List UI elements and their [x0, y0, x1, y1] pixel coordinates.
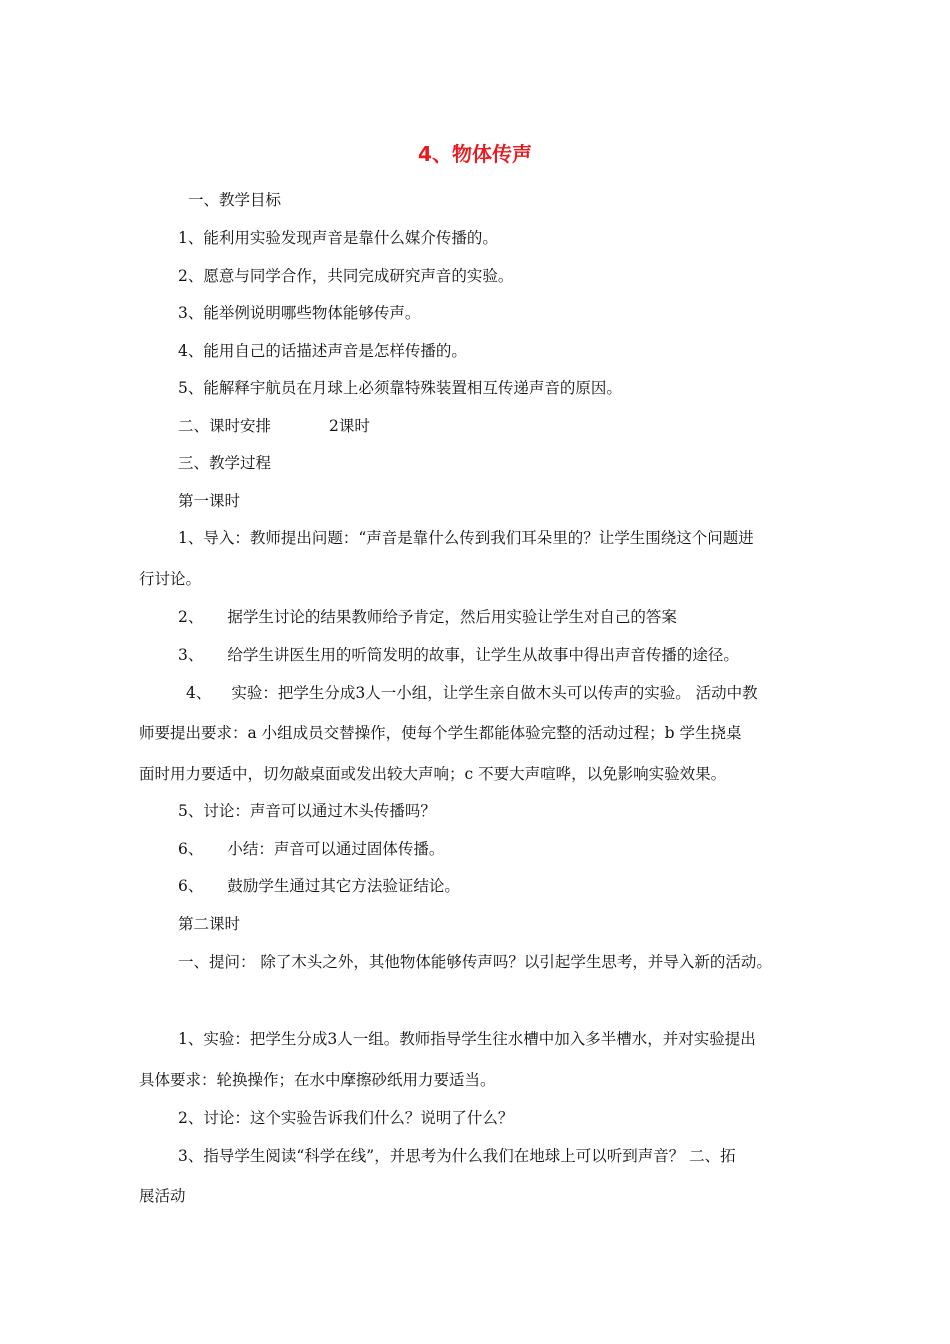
objective-item: 3、能举例说明哪些物体能够传声。 [178, 304, 421, 322]
lesson1-heading: 第一课时 [178, 492, 241, 510]
lesson1-item4-line2: 师要提出要求：a 小组成员交替操作，使每个学生都能体验完整的活动过程；b 学生挠桌 [139, 724, 742, 742]
lesson2-question: 一、提问： 除了木头之外，其他物体能够传声吗？以引起学生思考，并导入新的活动。 [178, 953, 772, 971]
item-text: 实验：把学生分成3人一小组，让学生亲自做木头可以传声的实验。 活动中教 [231, 684, 758, 702]
lesson1-item3 [178, 645, 739, 665]
lesson2-item3-line1: 3、指导学生阅读“科学在线”，并思考为什么我们在地球上可以听到声音？ 二、拓 [178, 1147, 736, 1165]
item-text: 据学生讨论的结果教师给予肯定，然后用实验让学生对自己的答案 [227, 608, 677, 626]
lesson1-item4-line3: 面时用力要适中，切勿敲桌面或发出较大声响；c 不要大声喧哗，以免影响实验效果。 [139, 765, 727, 783]
lesson2-item1-line1: 1、实验：把学生分成3人一组。教师指导学生往水槽中加入多半槽水，并对实验提出 [178, 1030, 756, 1048]
item-number: 3、 [178, 646, 204, 664]
lesson2-item2: 2、讨论：这个实验告诉我们什么？说明了什么？ [178, 1109, 514, 1127]
item-number: 6、 [178, 840, 204, 858]
lesson2-item1-line2: 具体要求：轮换操作；在水中摩擦砂纸用力要适当。 [139, 1071, 496, 1089]
item-text: 小结：声音可以通过固体传播。 [227, 840, 445, 858]
lesson2-heading: 第二课时 [178, 915, 241, 933]
lesson2-item3-line2: 展活动 [139, 1187, 186, 1205]
document-title: 4、物体传声 [418, 142, 532, 166]
item-number: 6、 [178, 877, 204, 895]
lesson1-item1-line1: 1、导入：教师提出问题：“声音是靠什么传到我们耳朵里的？让学生围绕这个问题进 [178, 529, 754, 547]
item-text: 给学生讲医生用的听筒发明的故事，让学生从故事中得出声音传播的途径。 [227, 646, 739, 664]
lesson1-item1-line2: 行讨论。 [139, 570, 202, 588]
objective-item: 2、愿意与同学合作，共同完成研究声音的实验。 [178, 267, 514, 285]
schedule-value: 2课时 [329, 417, 370, 435]
lesson1-item6a [178, 839, 444, 859]
item-number: 4、 [186, 684, 212, 702]
objective-item: 4、能用自己的话描述声音是怎样传播的。 [178, 342, 467, 360]
lesson1-item5: 5、讨论：声音可以通过木头传播吗？ [178, 802, 436, 820]
item-number: 2、 [178, 608, 204, 626]
objective-item: 5、能解释宇航员在月球上必须靠特殊装置相互传递声音的原因。 [178, 379, 622, 397]
section-heading-process: 三、教学过程 [178, 454, 272, 472]
schedule-line [178, 416, 370, 436]
section-heading-schedule: 二、课时安排 [178, 417, 272, 435]
section-heading-objectives: 一、教学目标 [188, 191, 282, 209]
objective-item: 1、能利用实验发现声音是靠什么媒介传播的。 [178, 229, 498, 247]
item-text: 鼓励学生通过其它方法验证结论。 [227, 877, 460, 895]
lesson1-item4-line1 [186, 683, 758, 703]
lesson1-item6b [178, 876, 460, 896]
lesson1-item2 [178, 607, 677, 627]
